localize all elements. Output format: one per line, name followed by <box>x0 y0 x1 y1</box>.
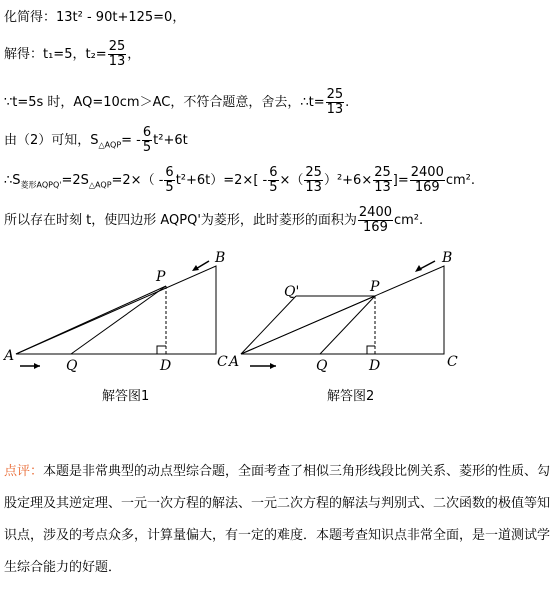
arrow-head <box>415 265 422 272</box>
comment-paragraph <box>4 456 556 584</box>
label-D: D <box>160 358 172 374</box>
label-Q-prime: Q' <box>284 284 300 300</box>
segment-ap <box>16 286 166 354</box>
area-formula-text: 由（2）可知，S <box>4 133 99 148</box>
label-Q: Q <box>316 358 328 374</box>
solution-line-5: $\therefore S_{菱形AQPQ'}=2S_{\triangle AQP}=2\times$（ - $\frac{6}{5}$ t²+6t）=2×[ - $\frac{6}{5}$ ×（ $\frac{25}{13}$ ）²+6× $\frac{25}{13}$ ]= $\frac{2400}{169}$ cm². <box>4 165 475 195</box>
caption-1: 解答图1 <box>102 389 150 404</box>
label-Q: Q <box>66 358 78 374</box>
arrow-head <box>270 363 276 369</box>
fraction: $\frac{25}{13}$ <box>374 165 391 195</box>
segment-qp <box>320 296 375 354</box>
segment-aq-prime <box>241 296 296 354</box>
right-angle-mark <box>157 346 166 354</box>
label-C: C <box>217 354 228 370</box>
fraction: $\frac{6}{5}$ <box>269 165 278 195</box>
label-D: D <box>369 358 381 374</box>
label-C: C <box>447 354 458 370</box>
comment-tag: 点评： <box>4 464 44 479</box>
solution-line-3: ∵t=5s 时，AQ=10cm＞AC，不符合题意，舍去，∴t= $\frac{25}{13}$ . <box>4 87 350 117</box>
roots-text: 解得：t₁=5，t₂= <box>4 47 107 62</box>
fraction: $\frac{2400}{169}$ <box>358 205 392 235</box>
comment-text: 本题是非常典型的动点型综合题，全面考查了相似三角形线段比例关系、菱形的性质、勾股定理及其逆定理、一元一次方程的解法、一元二次方程的解法与判别式、二次函数的极值等知识点，涉及的考点众多，计算量偏大，有一定的难度．本题考查知识点非常全面，是一道测试学生综合能力的好题． <box>4 464 551 575</box>
solution-line-2: 解得：t₁=5，t₂= $\frac{25}{13}$ ， <box>4 39 141 69</box>
solution-line-6: 所以存在时刻 t，使四边形 AQPQ'为菱形，此时菱形的面积为 $\frac{2400}{169}$ cm². <box>4 205 424 235</box>
fraction: $\frac{6}{5}$ <box>142 125 152 155</box>
figure-1 <box>2 250 228 404</box>
label-A: A <box>4 348 15 364</box>
label-P: P <box>370 279 380 295</box>
equation-simplified: 化简得：13t² - 90t+125=0， <box>4 10 186 25</box>
fraction: $\frac{25}{13}$ <box>305 165 322 195</box>
figures <box>0 240 557 420</box>
fraction: $\frac{2400}{169}$ <box>410 165 444 195</box>
caption-2: 解答图2 <box>327 389 375 404</box>
figure-2 <box>227 250 458 404</box>
fraction: $\frac{25}{13}$ <box>108 39 126 69</box>
conclusion-text: 所以存在时刻 t，使四边形 AQPQ'为菱形，此时菱形的面积为 <box>4 213 357 228</box>
solution-line-4: 由（2）可知，$S_{\triangle AQP}=$ - $\frac{6}{5}$ t²+6t <box>4 125 188 155</box>
reject-root-text: ∵t=5s 时，AQ=10cm＞AC，不符合题意，舍去，∴t= <box>4 95 325 110</box>
label-B: B <box>215 250 226 266</box>
solution-line-1 <box>4 10 185 26</box>
segment-qp <box>71 286 166 354</box>
right-angle-mark <box>367 346 375 354</box>
label-P: P <box>156 269 166 285</box>
arrow-head <box>34 363 40 369</box>
fraction: $\frac{6}{5}$ <box>165 165 174 195</box>
segment-ap <box>241 296 375 354</box>
fraction: $\frac{25}{13}$ <box>326 87 344 117</box>
label-B: B <box>442 250 453 266</box>
label-A: A <box>229 354 240 370</box>
